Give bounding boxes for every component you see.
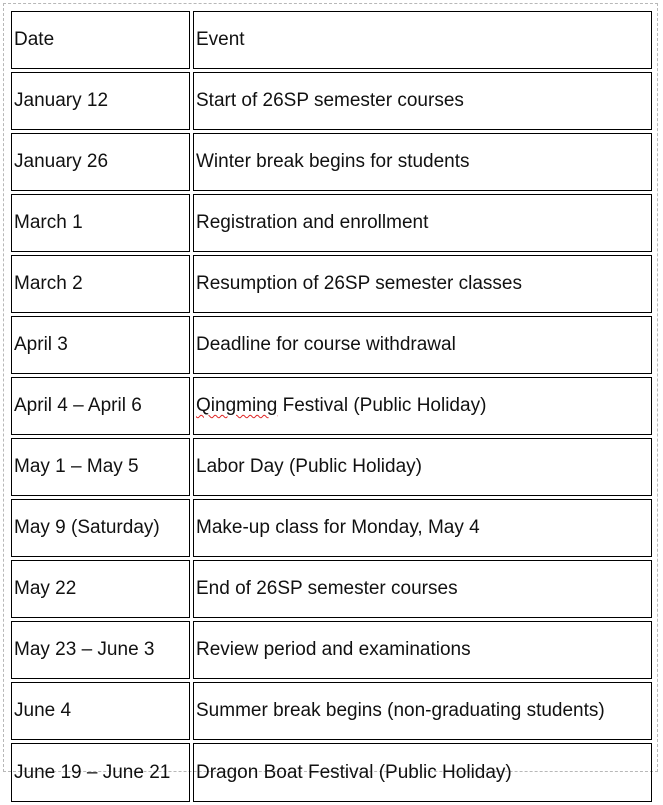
date-cell: April 4 – April 6 xyxy=(11,377,190,435)
event-cell: Winter break begins for students xyxy=(193,133,652,191)
table-row xyxy=(11,72,652,130)
date-cell: April 3 xyxy=(11,316,190,374)
event-cell: Registration and enrollment xyxy=(193,194,652,252)
table-row xyxy=(11,438,652,496)
date-cell: May 22 xyxy=(11,560,190,618)
table-row xyxy=(11,133,652,191)
event-cell: Start of 26SP semester courses xyxy=(193,72,652,130)
document-frame xyxy=(3,3,658,783)
date-cell: March 1 xyxy=(11,194,190,252)
header-row xyxy=(11,11,652,69)
event-cell: Summer break begins (non-graduating students) xyxy=(193,682,652,740)
table-row xyxy=(11,194,652,252)
date-cell: January 26 xyxy=(11,133,190,191)
date-cell: March 2 xyxy=(11,255,190,313)
table-row xyxy=(11,377,652,435)
schedule-table xyxy=(8,8,655,805)
event-cell: Make-up class for Monday, May 4 xyxy=(193,499,652,557)
date-cell: May 1 – May 5 xyxy=(11,438,190,496)
date-cell: June 19 – June 21 xyxy=(11,743,190,802)
table-row xyxy=(11,743,652,802)
table-row xyxy=(11,682,652,740)
header-date: Date xyxy=(11,11,190,69)
event-text: Festival (Public Holiday) xyxy=(277,395,487,416)
date-cell: June 4 xyxy=(11,682,190,740)
table-row xyxy=(11,255,652,313)
table-row xyxy=(11,499,652,557)
event-cell: Dragon Boat Festival (Public Holiday) xyxy=(193,743,652,802)
event-cell: Review period and examinations xyxy=(193,621,652,679)
date-cell: January 12 xyxy=(11,72,190,130)
event-cell: Resumption of 26SP semester classes xyxy=(193,255,652,313)
event-cell: Deadline for course withdrawal xyxy=(193,316,652,374)
header-event: Event xyxy=(193,11,652,69)
table-row xyxy=(11,560,652,618)
date-cell: May 9 (Saturday) xyxy=(11,499,190,557)
date-cell: May 23 – June 3 xyxy=(11,621,190,679)
event-cell: End of 26SP semester courses xyxy=(193,560,652,618)
event-cell: Labor Day (Public Holiday) xyxy=(193,438,652,496)
table-row xyxy=(11,621,652,679)
spellcheck-marked-word: Qingming xyxy=(196,395,278,416)
table-row xyxy=(11,316,652,374)
event-cell xyxy=(193,377,652,435)
